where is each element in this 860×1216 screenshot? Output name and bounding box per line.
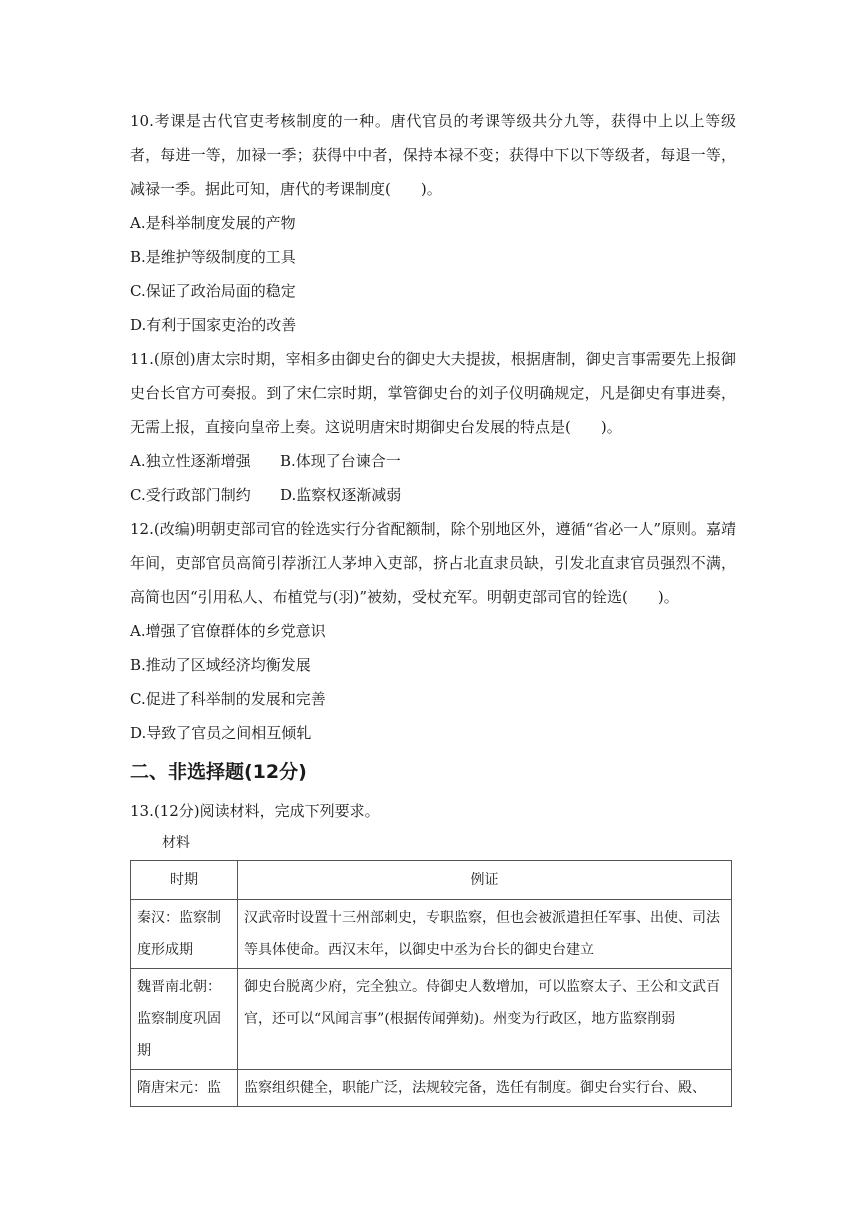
question-10-option-a: A.是科举制度发展的产物 bbox=[130, 214, 296, 232]
material-table bbox=[130, 860, 732, 1107]
question-13-stem: 13.(12分)阅读材料，完成下列要求。 bbox=[130, 802, 380, 820]
table-cell-period: 魏晋南北朝：监察制度巩固期 bbox=[131, 969, 238, 1070]
question-11-option-c: C.受行政部门制约 bbox=[130, 486, 251, 504]
table-header-row bbox=[131, 861, 732, 900]
question-12-stem: 12.(改编)明朝吏部司官的铨选实行分省配额制，除个别地区外，遵循“省必一人”原则。嘉靖年间，吏部官员高简引荐浙江人茅坤入吏部，挤占北直隶员缺，引发北直隶官员强烈不满，高简也因“引用私人、布植党与(羽)”被劾，受杖充军。明朝吏部司官的铨选( )。 bbox=[130, 520, 736, 606]
question-12-option-b: B.推动了区域经济均衡发展 bbox=[130, 656, 311, 674]
table-header-period: 时期 bbox=[131, 861, 238, 900]
question-12-option-c: C.促进了科举制的发展和完善 bbox=[130, 690, 326, 708]
table-row bbox=[131, 1070, 732, 1107]
question-11-options-row-1 bbox=[130, 444, 736, 478]
table-cell-evidence: 汉武帝时设置十三州部刺史，专职监察，但也会被派遣担任军事、出使、司法等具体使命。西汉末年，以御史中丞为台长的御史台建立 bbox=[238, 900, 732, 969]
question-11-option-b: B.体现了台谏合一 bbox=[280, 452, 401, 470]
table-header-evidence: 例证 bbox=[238, 861, 732, 900]
question-12-option-d: D.导致了官员之间相互倾轧 bbox=[130, 724, 312, 742]
question-10-option-c: C.保证了政治局面的稳定 bbox=[130, 282, 296, 300]
question-11-options-row-2 bbox=[130, 478, 736, 512]
question-11-option-d: D.监察权逐渐减弱 bbox=[280, 486, 402, 504]
question-12-option-a: A.增强了官僚群体的乡党意识 bbox=[130, 622, 326, 640]
question-10-stem: 10.考课是古代官吏考核制度的一种。唐代官员的考课等级共分九等，获得中上以上等级者，每进一等，加禄一季；获得中中者，保持本禄不变；获得中下以下等级者，每退一等，减禄一季。据此可知，唐代的考课制度( )。 bbox=[130, 112, 736, 198]
material-caption: 材料 bbox=[162, 835, 190, 851]
table-row bbox=[131, 969, 732, 1070]
question-10-option-d: D.有利于国家吏治的改善 bbox=[130, 316, 297, 334]
exam-page bbox=[130, 104, 736, 1107]
section-2-title: 二、非选择题(12分) bbox=[130, 761, 307, 783]
table-cell-evidence: 御史台脱离少府，完全独立。侍御史人数增加，可以监察太子、王公和文武百官，还可以“风闻言事”(根据传闻弹劾)。州变为行政区，地方监察削弱 bbox=[238, 969, 732, 1070]
table-cell-period: 隋唐宋元：监 bbox=[131, 1070, 238, 1107]
table-cell-period: 秦汉：监察制度形成期 bbox=[131, 900, 238, 969]
table-cell-evidence: 监察组织健全，职能广泛，法规较完备，选任有制度。御史台实行台、殿、 bbox=[238, 1070, 732, 1107]
question-11-stem: 11.(原创)唐太宗时期，宰相多由御史台的御史大夫提拔，根据唐制，御史言事需要先上报御史台长官方可奏报。到了宋仁宗时期，掌管御史台的刘子仪明确规定，凡是御史有事进奏，无需上报，直接向皇帝上奏。这说明唐宋时期御史台发展的特点是( )。 bbox=[130, 350, 736, 436]
question-11-option-a: A.独立性逐渐增强 bbox=[130, 452, 251, 470]
table-row bbox=[131, 900, 732, 969]
question-10-option-b: B.是维护等级制度的工具 bbox=[130, 248, 296, 266]
